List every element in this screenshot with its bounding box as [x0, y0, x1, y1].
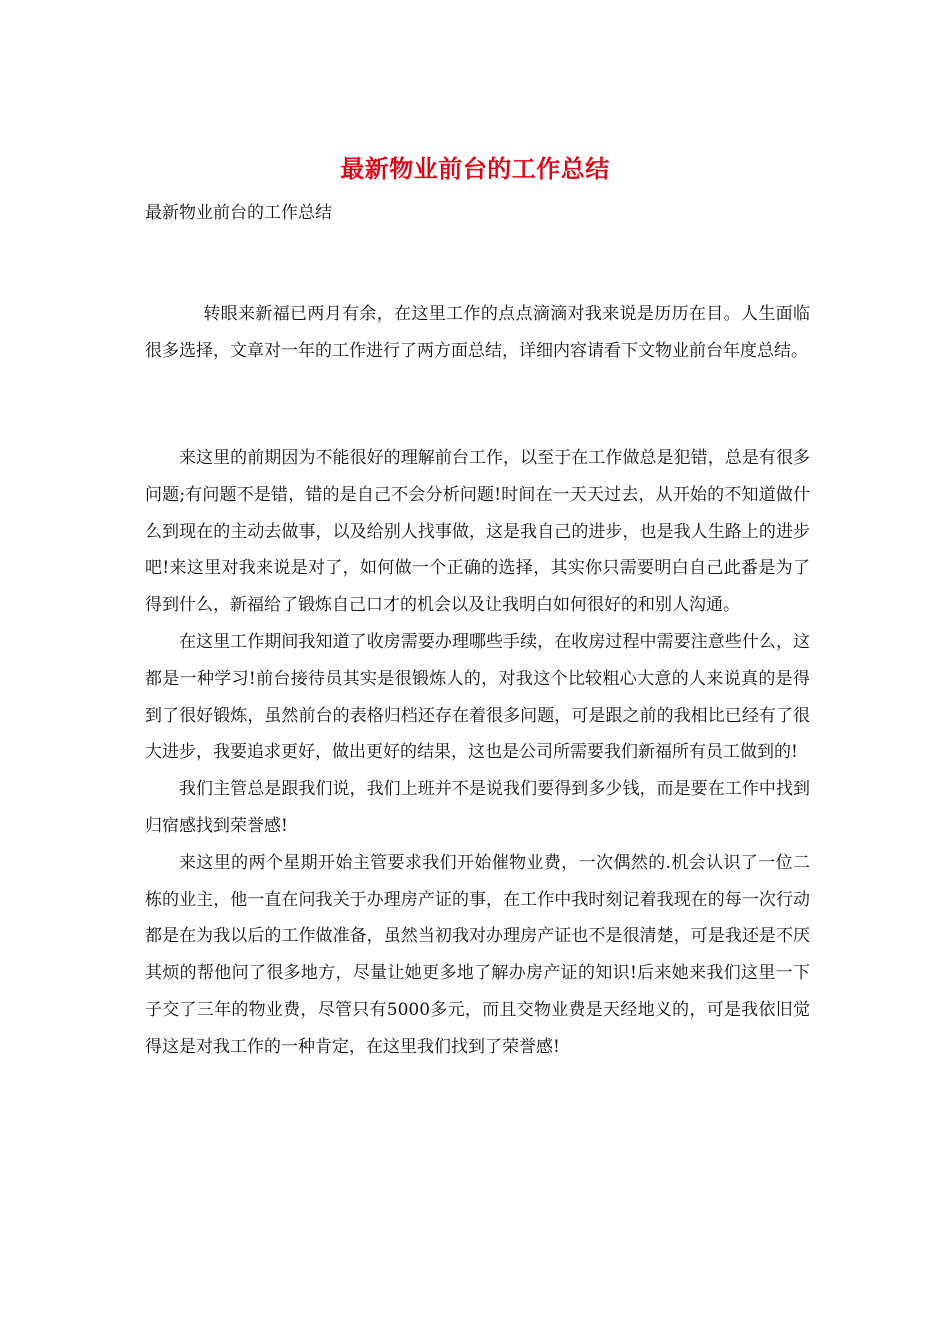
- intro-text: 转眼来新福已两月有余，在这里工作的点点滴滴对我来说是历历在目。人生面临很多选择，文章对一年的工作进行了两方面总结，详细内容请看下文物业前台年度总结。: [145, 304, 810, 361]
- document-subtitle: 最新物业前台的工作总结: [145, 203, 332, 223]
- body-paragraph: 来这里的前期因为不能很好的理解前台工作，以至于在工作做总是犯错，总是有很多问题;有问题不是错，错的是自己不会分析问题!时间在一天天过去，从开始的不知道做什么到现在的主动去做事，以及给别人找事做，这是我自己的进步，也是我人生路上的进步吧!来这里对我来说是对了，如何做一个正确的选择，其实你只需要明白自己此番是为了得到什么，新福给了锻炼自己口才的机会以及让我明白如何很好的和别人沟通。: [145, 448, 810, 616]
- body-paragraph: 来这里的两个星期开始主管要求我们开始催物业费，一次偶然的.机会认识了一位二栋的业主，他一直在问我关于办理房产证的事，在工作中我时刻记着我现在的每一次行动都是在为我以后的工作做准备，虽然当初我对办理房产证也不是很清楚，可是我还是不厌其烦的帮他问了很多地方，尽量让她更多地了解办房产证的知识!后来她来我们这里一下子交了三年的物业费，尽管只有5000多元，而且交物业费是天经地义的，可是我依旧觉得这是对我工作的一种肯定，在这里我们找到了荣誉感!: [145, 852, 810, 1057]
- body-section: [145, 440, 810, 1066]
- body-paragraph: 我们主管总是跟我们说，我们上班并不是说我们要得到多少钱，而是要在工作中找到归宿感找到荣誉感!: [145, 779, 810, 836]
- document-title: 最新物业前台的工作总结: [340, 154, 610, 183]
- intro-paragraph: [145, 296, 810, 370]
- body-paragraph: 在这里工作期间我知道了收房需要办理哪些手续，在收房过程中需要注意些什么，这都是一种学习!前台接待员其实是很锻炼人的，对我这个比较粗心大意的人来说真的是得到了很好锻炼，虽然前台的表格归档还存在着很多问题，可是跟之前的我相比已经有了很大进步，我要追求更好，做出更好的结果，这也是公司所需要我们新福所有员工做到的!: [145, 631, 810, 763]
